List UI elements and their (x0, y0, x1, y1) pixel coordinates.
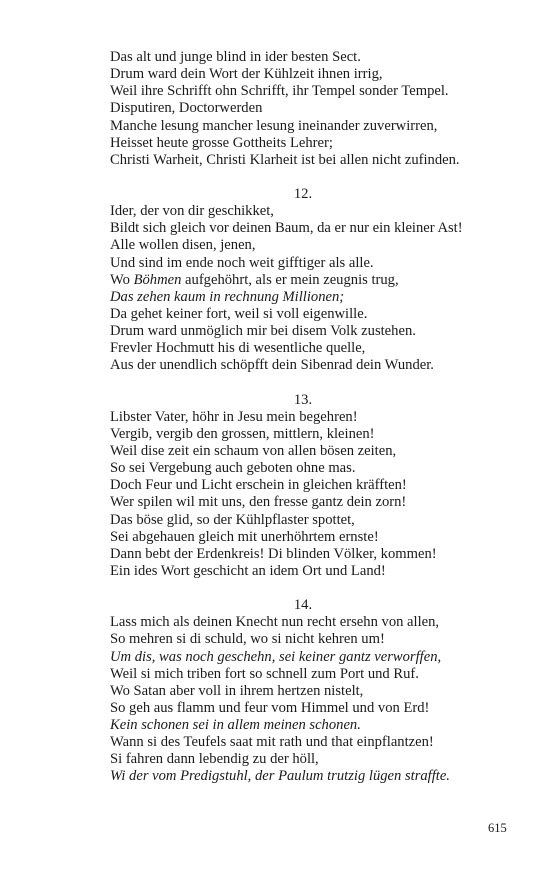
verse-line (110, 700, 530, 717)
verse-text: Sei abgehauen gleich mit unerhöhrtem ernste! (110, 528, 379, 545)
verse-text: So mehren si di schuld, wo si nicht kehren um! (110, 631, 385, 648)
verse-line (110, 494, 530, 511)
verse-text: Wann si des Teufels saat mit rath und that einpflantzen! (110, 734, 434, 751)
verse-line (110, 66, 530, 83)
stanza (110, 597, 530, 786)
verse-text: Weil si mich triben fort so schnell zum Port und Ruf. (110, 665, 419, 682)
verse-line (110, 340, 530, 357)
verse-text: Das alt und junge blind in ider besten Sect. (110, 49, 361, 65)
verse-line (110, 237, 530, 254)
verse-line (110, 614, 530, 631)
verse-line (110, 529, 530, 546)
verse-line (110, 477, 530, 494)
verse-line (110, 649, 530, 666)
verse-line (110, 255, 530, 272)
verse-line (110, 272, 530, 289)
verse-text: Bildt sich gleich vor deinen Baum, da er nur ein kleiner Ast! (110, 220, 463, 237)
stanza-number: 12. (293, 185, 313, 202)
verse-line (110, 49, 530, 66)
verse-text: Lass mich als deinen Knecht nun recht ersehn von allen, (110, 614, 440, 631)
poem-page (110, 49, 530, 786)
stanza-number: 13. (293, 391, 313, 408)
verse-line (110, 100, 530, 117)
verse-line (110, 768, 530, 785)
verse-line (110, 443, 530, 460)
verse-text: Alle wollen disen, jenen, (110, 237, 256, 254)
verse-text: So geh aus flamm und feur vom Himmel und von Erd! (110, 699, 430, 716)
stanza (110, 49, 530, 169)
verse-line (110, 546, 530, 563)
verse-line (110, 306, 530, 323)
verse-line (110, 563, 530, 580)
verse-line (110, 734, 530, 751)
verse-line (110, 631, 530, 648)
verse-text: Doch Feur und Licht erschein in gleichen kräfften! (110, 477, 407, 494)
verse-line (110, 460, 530, 477)
verse-text: Drum ward dein Wort der Kühlzeit ihnen irrig, (110, 66, 383, 83)
verse-text: Ein ides Wort geschicht an idem Ort und Land! (110, 562, 386, 579)
stanza (110, 392, 530, 581)
verse-text: Heisset heute grosse Gottheits Lehrer; (110, 134, 333, 151)
verse-text: Vergib, vergib den grossen, mittlern, kleinen! (110, 425, 375, 442)
verse-line (110, 426, 530, 443)
verse-line (110, 357, 530, 374)
verse-text: Disputiren, Doctorwerden (110, 100, 263, 117)
verse-text: Wo Satan aber voll in ihrem hertzen nistelt, (110, 682, 364, 699)
verse-line (110, 203, 530, 220)
verse-text: Da gehet keiner fort, weil si voll eigenwille. (110, 305, 368, 322)
verse-text: Frevler Hochmutt his di wesentliche quelle, (110, 340, 366, 357)
verse-line (110, 289, 530, 306)
verse-text: Si fahren dann lebendig zu der höll, (110, 751, 319, 768)
verse-text: Dann bebt der Erdenkreis! Di blinden Völker, kommen! (110, 545, 437, 562)
verse-text-italic: Das zehen kaum in rechnung Millionen; (110, 288, 345, 305)
verse-text: So sei Vergebung auch geboten ohne mas. (110, 460, 356, 477)
verse-text-italic: Wi der vom Predigstuhl, der Paulum trutzig lügen straffte. (110, 768, 450, 785)
verse-line (110, 666, 530, 683)
verse-text: Libster Vater, höhr in Jesu mein begehren! (110, 408, 358, 425)
verse-text: Wer spilen wil mit uns, den fresse gantz dein zorn! (110, 494, 407, 511)
verse-text: Und sind im ende noch weit gifftiger als alle. (110, 254, 374, 271)
verse-text: Drum ward unmöglich mir bei disem Volk zustehen. (110, 323, 416, 340)
verse-line (110, 152, 530, 169)
verse-text: Weil dise zeit ein schaum von allen bösen zeiten, (110, 442, 397, 459)
page-number: 615 (488, 821, 507, 835)
verse-text: Weil ihre Schrifft ohn Schrifft, ihr Tempel sonder Tempel. (110, 83, 449, 100)
stanza (110, 186, 530, 375)
verse-text-italic: Böhmen (133, 271, 182, 288)
verse-line (110, 683, 530, 700)
verse-text: Manche lesung mancher lesung ineinander zuverwirren, (110, 117, 438, 134)
verse-text: Wo (110, 271, 134, 288)
verse-line (110, 512, 530, 529)
verse-line (110, 409, 530, 426)
verse-line (110, 220, 530, 237)
verse-line (110, 717, 530, 734)
verse-text: Das böse glid, so der Kühlpflaster spottet, (110, 511, 355, 528)
verse-text: Christi Warheit, Christi Klarheit ist bei allen nicht zufinden. (110, 151, 460, 168)
verse-line (110, 323, 530, 340)
verse-text: Aus der unendlich schöpfft dein Sibenrad dein Wunder. (110, 357, 434, 374)
verse-line (110, 83, 530, 100)
verse-text: Ider, der von dir geschikket, (110, 203, 274, 220)
verse-text: aufgehöhrt, als er mein zeugnis trug, (181, 271, 399, 288)
verse-text-italic: Um dis, was noch geschehn, sei keiner gantz verworffen, (110, 648, 442, 665)
verse-line (110, 135, 530, 152)
verse-text-italic: Kein schonen sei in allem meinen schonen. (110, 717, 361, 734)
stanza-number: 14. (293, 597, 313, 614)
verse-line (110, 118, 530, 135)
verse-line (110, 751, 530, 768)
